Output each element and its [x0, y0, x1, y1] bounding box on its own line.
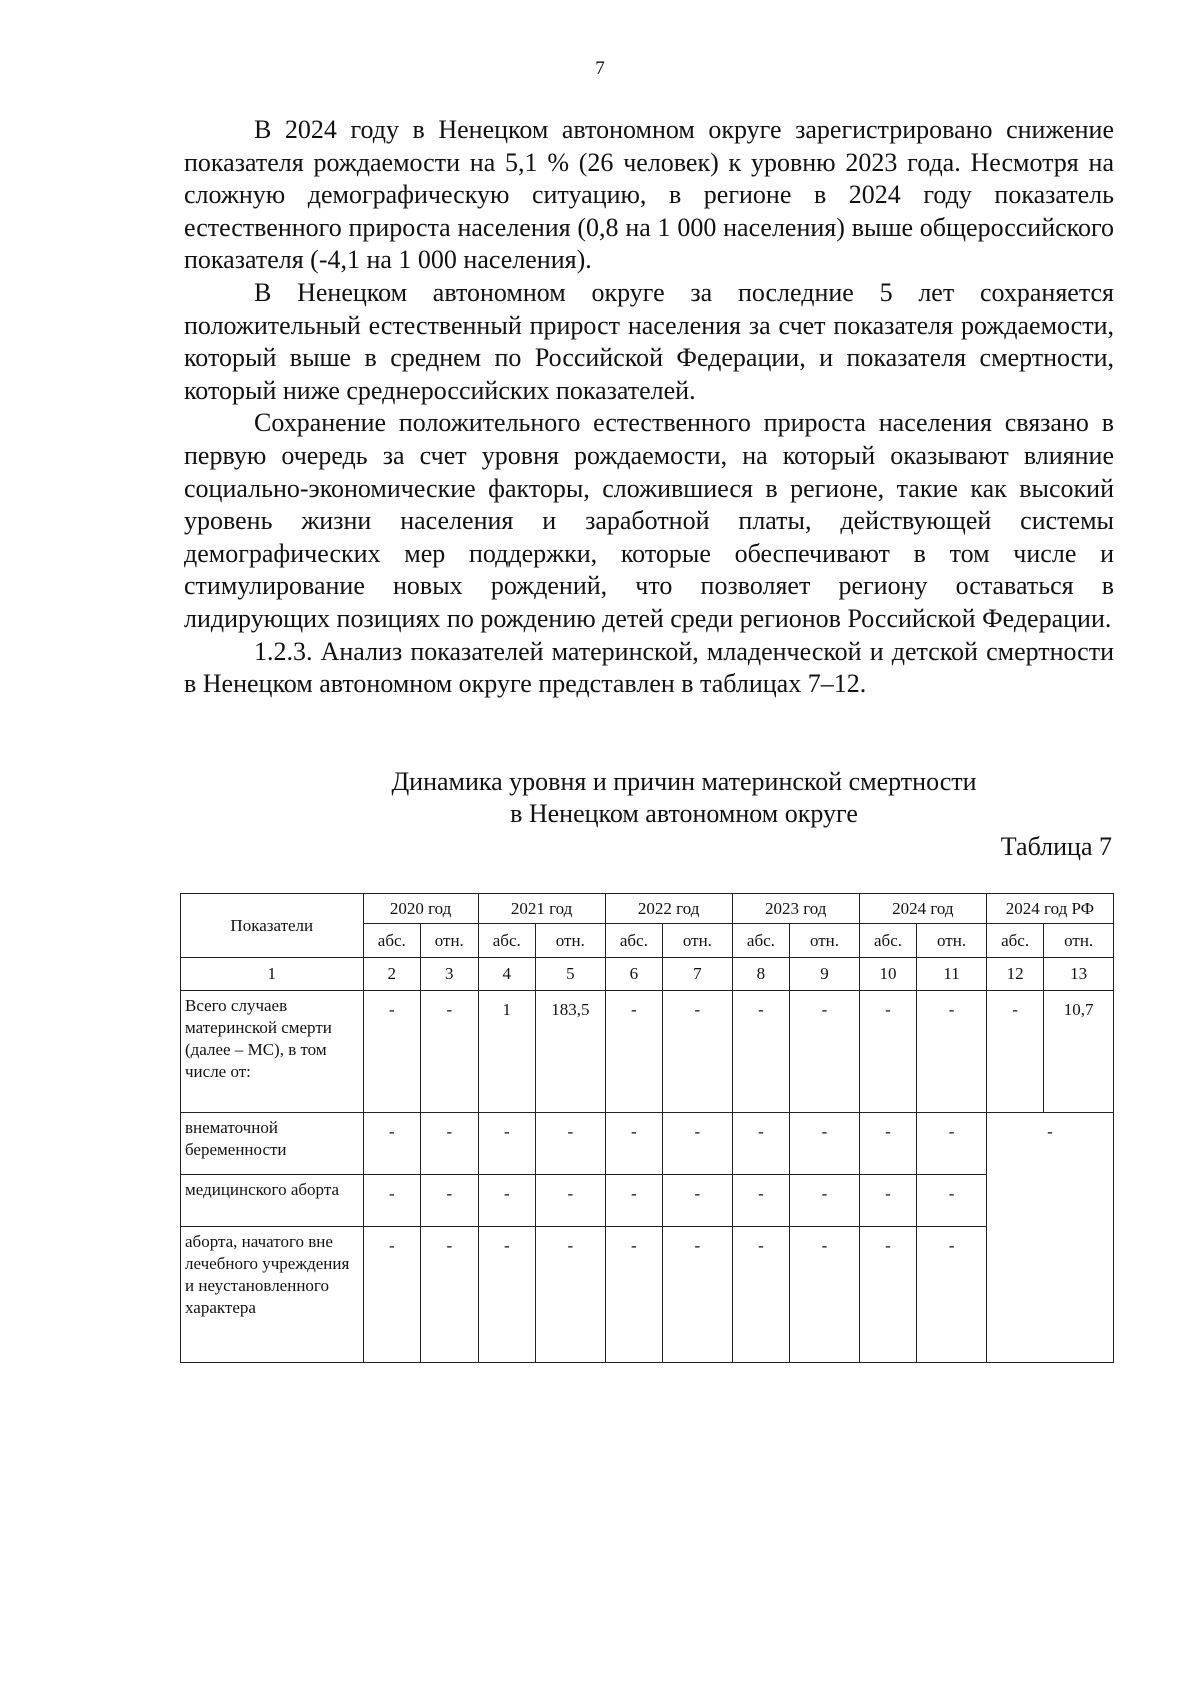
column-number: 7 [663, 958, 733, 991]
table-cell: - [363, 1175, 420, 1227]
header-abs: абс. [859, 924, 916, 958]
table-cell: - [605, 1113, 662, 1175]
column-number: 10 [859, 958, 916, 991]
table-title [184, 766, 1114, 830]
table-cell: - [790, 1113, 860, 1175]
row-label: медицинского аборта [181, 1175, 364, 1227]
row-label: внематочной беременности [181, 1113, 364, 1175]
table-cell: - [421, 1227, 478, 1363]
table-cell: - [421, 1175, 478, 1227]
row-label: Всего случаев материнской смерти (далее – МС), в том числе от: [181, 991, 364, 1113]
table-cell: - [859, 991, 916, 1113]
table-cell: - [732, 991, 789, 1113]
table-cell: - [859, 1113, 916, 1175]
header-abs: абс. [363, 924, 420, 958]
header-year: 2024 год РФ [986, 894, 1113, 924]
table-cell: - [605, 991, 662, 1113]
header-year: 2022 год [605, 894, 732, 924]
header-abs: абс. [478, 924, 535, 958]
row-label: аборта, начатого вне лечебного учреждения и неустановленного характера [181, 1227, 364, 1363]
header-rel: отн. [790, 924, 860, 958]
column-number: 9 [790, 958, 860, 991]
table-cell: - [421, 991, 478, 1113]
table-cell: - [536, 1227, 606, 1363]
header-year: 2024 год [859, 894, 986, 924]
column-number: 8 [732, 958, 789, 991]
table-cell: - [663, 1227, 733, 1363]
maternal-mortality-table [180, 893, 1114, 1363]
table-cell: 1 [478, 991, 535, 1113]
table-cell: - [790, 991, 860, 1113]
page-number: 7 [595, 58, 605, 79]
table-cell: - [790, 1175, 860, 1227]
header-rel: отн. [1044, 924, 1114, 958]
table-row [181, 1227, 1114, 1363]
table-cell: - [605, 1175, 662, 1227]
column-number: 5 [536, 958, 606, 991]
table-cell: - [663, 1175, 733, 1227]
table-cell: - [363, 991, 420, 1113]
header-year: 2020 год [363, 894, 478, 924]
table-cell: - [917, 991, 987, 1113]
table-cell: - [732, 1227, 789, 1363]
table-cell: - [917, 1227, 987, 1363]
table-cell: - [986, 991, 1043, 1113]
paragraph: 1.2.3. Анализ показателей материнской, младенческой и детской смертности в Ненецком автономном округе представлен в таблицах 7–12. [184, 636, 1114, 699]
table-cell: - [478, 1227, 535, 1363]
column-number: 12 [986, 958, 1043, 991]
body-text [184, 114, 1114, 701]
table-row [181, 1175, 1114, 1227]
table-cell: - [478, 1113, 535, 1175]
header-indicator: Показатели [181, 894, 364, 958]
table-label: Таблица 7 [1000, 832, 1112, 861]
table-title-line: в Ненецком автономном округе [510, 799, 858, 828]
header-rel: отн. [663, 924, 733, 958]
table-cell: - [363, 1113, 420, 1175]
table-cell: - [421, 1113, 478, 1175]
header-rel: отн. [536, 924, 606, 958]
table-cell: - [917, 1175, 987, 1227]
table-cell: - [605, 1227, 662, 1363]
table-cell: - [917, 1113, 987, 1175]
table-cell: - [536, 1113, 606, 1175]
column-number: 13 [1044, 958, 1114, 991]
table-cell: - [732, 1175, 789, 1227]
table-cell: - [732, 1113, 789, 1175]
header-abs: абс. [986, 924, 1043, 958]
table-row [181, 1113, 1114, 1175]
table-cell: - [478, 1175, 535, 1227]
header-year: 2023 год [732, 894, 859, 924]
header-year: 2021 год [478, 894, 605, 924]
column-number: 2 [363, 958, 420, 991]
header-abs: абс. [732, 924, 789, 958]
table-cell: 10,7 [1044, 991, 1114, 1113]
header-abs: абс. [605, 924, 662, 958]
table-cell: - [536, 1175, 606, 1227]
header-rel: отн. [917, 924, 987, 958]
column-number: 3 [421, 958, 478, 991]
header-rel: отн. [421, 924, 478, 958]
table-cell: - [663, 991, 733, 1113]
column-number: 4 [478, 958, 535, 991]
column-number: 6 [605, 958, 662, 991]
paragraph: Сохранение положительного естественного прироста населения связано в первую очередь за счет уровня рождаемости, на который оказывают влияние социально-экономические факторы, сложившиеся в регионе, такие как высокий уровень жизни населения и заработной платы, действующей системы демографических мер поддержки, которые обеспечивают в том числе и стимулирование новых рождений, что позволяет региону оставаться в лидирующих позициях по рождению детей среди регионов Российской Федерации. [184, 408, 1114, 633]
table-cell: - [663, 1113, 733, 1175]
table-title-line: Динамика уровня и причин материнской смертности [391, 767, 977, 796]
table-cell: - [790, 1227, 860, 1363]
table-cell: - [859, 1175, 916, 1227]
merged-rf-cell: - [986, 1113, 1113, 1363]
column-number: 11 [917, 958, 987, 991]
table-cell: - [859, 1227, 916, 1363]
paragraph: В 2024 году в Ненецком автономном округе зарегистрировано снижение показателя рождаемости на 5,1 % (26 человек) к уровню 2023 года. Несмотря на сложную демографическую ситуацию, в регионе в 2024 году показатель естественного прироста населения (0,8 на 1 000 населения) выше общероссийского показателя (-4,1 на 1 000 населения). [184, 115, 1114, 275]
table-cell: 183,5 [536, 991, 606, 1113]
column-number: 1 [181, 958, 364, 991]
paragraph: В Ненецком автономном округе за последние 5 лет сохраняется положительный естественный прирост населения за счет показателя рождаемости, который выше в среднем по Российской Федерации, и показателя смертности, который ниже среднероссийских показателей. [184, 277, 1114, 405]
table-row [181, 991, 1114, 1113]
table-cell: - [363, 1227, 420, 1363]
